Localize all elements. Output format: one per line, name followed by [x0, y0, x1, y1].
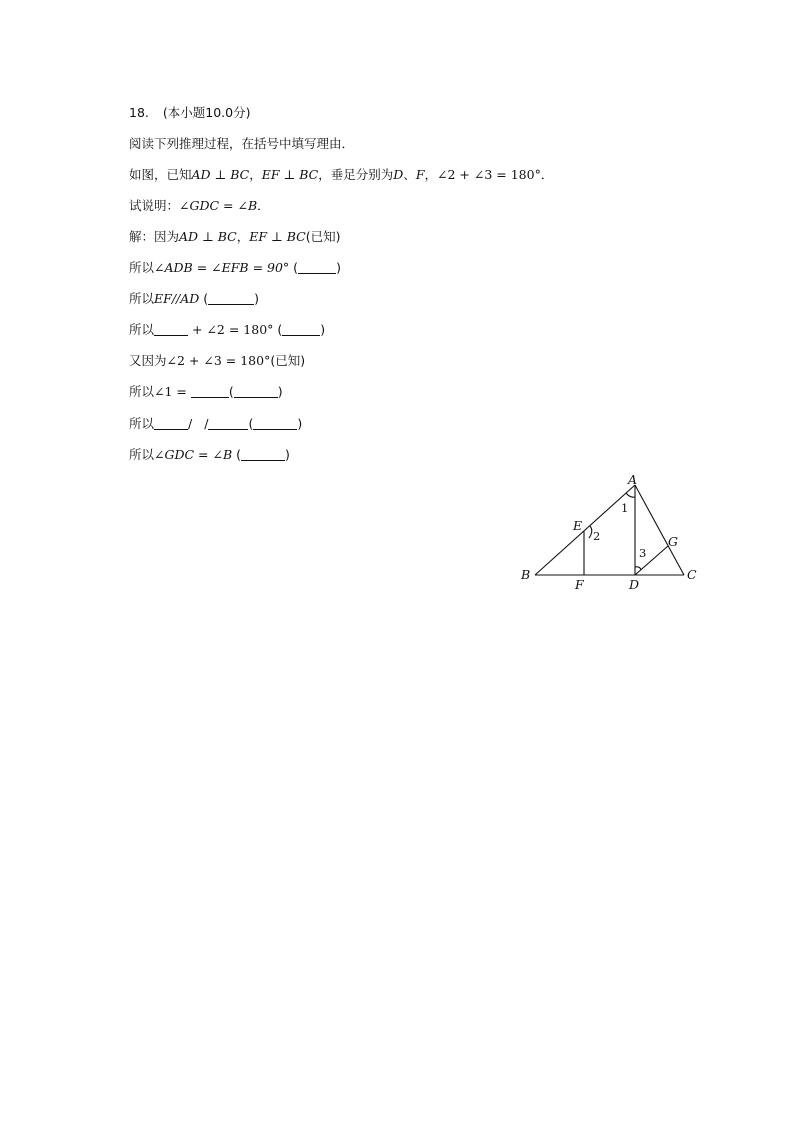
reason-open-paren: ( [293, 260, 299, 275]
step1-ef-perp-bc: EF ⊥ BC [249, 229, 306, 244]
question-given [129, 166, 553, 184]
step6-statement: ∠1 = [154, 384, 187, 399]
question-instruction: 阅读下列推理过程，在括号中填写理由． [129, 136, 355, 151]
reason-open-paren: ( [203, 291, 209, 306]
reason-blank-4[interactable] [282, 322, 320, 336]
given-point-d: D [393, 167, 404, 182]
solution-step-2 [129, 259, 341, 277]
reason-open-paren: ( [236, 447, 242, 462]
given-separator-2: ， [424, 167, 438, 182]
label-angle-2: 2 [593, 529, 601, 543]
reason-blank-6[interactable] [234, 384, 278, 398]
step4-prefix: 所以 [129, 322, 155, 337]
reason-close-paren: ) [277, 384, 283, 399]
reason-blank-8[interactable] [241, 447, 285, 461]
reason-close-paren: ) [285, 447, 290, 462]
solution-step-6 [129, 383, 283, 401]
step6-prefix: 所以 [129, 384, 155, 399]
step8-statement: ∠GDC = ∠B [154, 447, 233, 462]
angle-2-arc [589, 526, 592, 538]
question-header [129, 104, 250, 122]
reason-blank-2[interactable] [298, 260, 336, 274]
angle-1-arc [626, 493, 635, 497]
step1-reason: (已知) [305, 229, 341, 244]
prove-end: ． [257, 198, 270, 213]
step5-prefix: 又因为 [129, 353, 167, 368]
label-d: D [629, 577, 640, 592]
solution-step-5 [129, 352, 305, 370]
step3-statement: EF//AD [154, 291, 200, 306]
reason-close-paren: ) [254, 291, 260, 306]
label-angle-3: 3 [639, 546, 647, 560]
step5-statement: ∠2 + ∠3 = 180° [166, 353, 271, 368]
label-b: B [521, 567, 531, 582]
segment-ab [535, 485, 635, 575]
given-end: ． [540, 167, 554, 182]
step2-statement: ∠ADB = ∠EFB = 90° [154, 260, 290, 275]
step8-prefix: 所以 [129, 447, 155, 462]
step3-prefix: 所以 [129, 291, 155, 306]
reason-open-paren: ( [248, 416, 254, 431]
label-g: G [668, 534, 678, 549]
step1-prefix: 解：因为 [129, 229, 180, 244]
angle-3-arc [635, 567, 641, 570]
reason-close-paren: ) [336, 260, 341, 275]
solution-step-4 [129, 321, 325, 339]
step7-slash-1: / [188, 416, 193, 431]
label-c: C [687, 567, 697, 582]
solution-step-7 [129, 415, 302, 433]
step1-separator: ， [236, 229, 250, 244]
answer-blank-4[interactable] [154, 322, 188, 336]
figure-lines [535, 485, 684, 575]
question-score: (本小题10.0分) [162, 105, 251, 120]
prove-prefix: 试说明： [129, 198, 180, 213]
reason-blank-7[interactable] [253, 416, 297, 430]
label-e: E [573, 518, 583, 533]
given-angle-relation: ∠2 + ∠3 = 180° [437, 167, 541, 182]
reason-blank-3[interactable] [208, 291, 254, 305]
reason-close-paren: ) [297, 416, 303, 431]
given-ad-perp-bc: AD ⊥ BC [191, 167, 250, 182]
label-f: F [575, 577, 584, 592]
given-prefix: 如图，已知 [129, 167, 192, 182]
answer-blank-6[interactable] [191, 384, 229, 398]
label-a: A [628, 472, 638, 487]
solution-step-3 [129, 290, 259, 308]
answer-blank-7b[interactable] [208, 416, 248, 430]
reason-close-paren: ) [320, 322, 326, 337]
step1-ad-perp-bc: AD ⊥ BC [179, 229, 237, 244]
reason-open-paren: ( [277, 322, 283, 337]
solution-step-8 [129, 446, 290, 464]
given-point-f: F [415, 167, 425, 182]
geometry-figure [510, 468, 710, 598]
step7-slash-2: / [204, 416, 209, 431]
given-middle-text: ，垂足分别为 [318, 167, 394, 182]
given-ef-perp-bc: EF ⊥ BC [261, 167, 319, 182]
question-prove [129, 197, 270, 215]
given-dun: 、 [403, 167, 416, 182]
answer-blank-7a[interactable] [154, 416, 188, 430]
step5-reason: (已知) [270, 353, 306, 368]
reason-open-paren: ( [228, 384, 234, 399]
question-number: 18. [129, 105, 149, 120]
solution-step-1 [129, 228, 341, 246]
step4-statement: + ∠2 = 180° [192, 322, 274, 337]
segment-ac [635, 485, 684, 575]
label-angle-1: 1 [621, 501, 629, 515]
step7-prefix: 所以 [129, 416, 155, 431]
given-separator: ， [249, 167, 262, 182]
prove-statement: ∠GDC = ∠B [179, 198, 258, 213]
step2-prefix: 所以 [129, 260, 155, 275]
